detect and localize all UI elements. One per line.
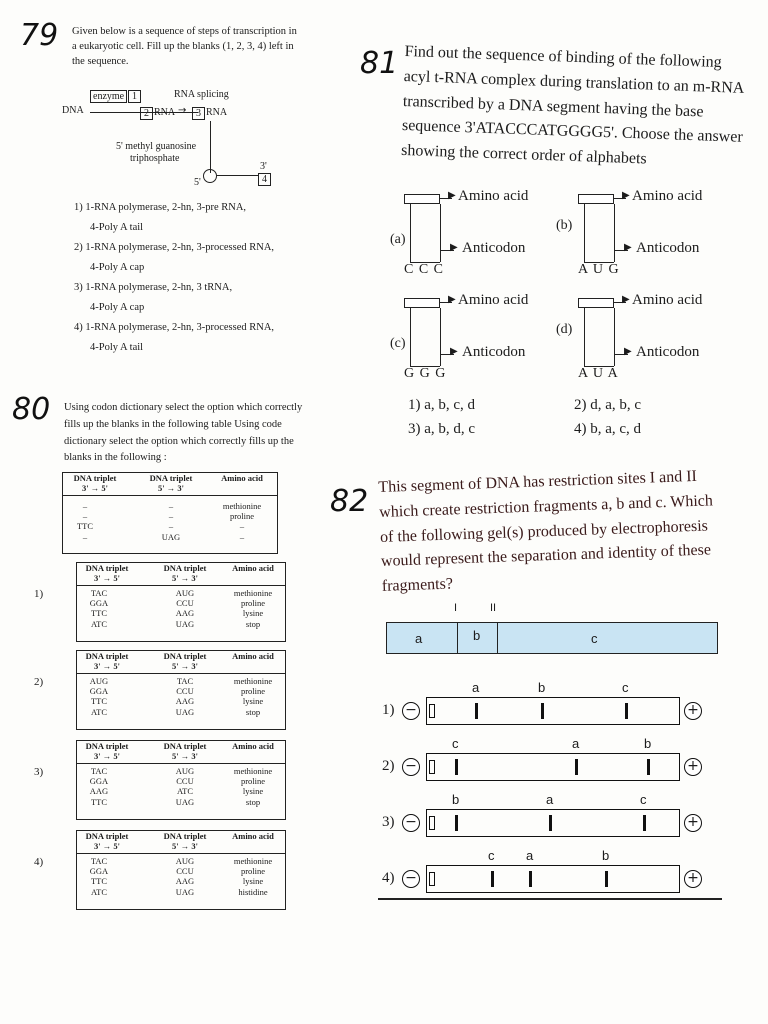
fragment-c-label: c [591,631,598,646]
site-2-divider [497,623,498,653]
col-2-cells: TAC CCU AAG UAG [175,676,195,717]
trna-label-c: (c) [390,336,406,351]
header: DNA triplet [163,651,207,661]
band-2-label: a [526,848,534,863]
gel-option-number: 2) [382,758,395,774]
header: Amino acid [232,651,274,661]
header: 5' → 3' [172,573,198,584]
header: Amino acid [232,741,274,751]
band-2 [529,871,532,887]
question-79-number: 79 [20,18,59,53]
header: DNA triplet [163,741,207,751]
band-3 [625,703,628,719]
gel-lane [426,865,680,893]
anticodon-bases: C C C [404,262,445,277]
band-2-label: a [546,792,554,807]
anticodon-label: Anticodon [462,344,526,360]
plus-electrode-icon: + [684,702,702,720]
amino-acid-label: Amino acid [458,188,529,204]
header: 3' → 5' [94,573,120,584]
header-col-3 [223,651,283,673]
dna-label: DNA [62,105,84,116]
header: 3' → 5' [82,483,108,494]
triphosphate-label: triphosphate [130,153,180,164]
header-col-1 [65,473,125,495]
arrow-icon: ▶ [450,242,458,253]
header-rule [63,495,277,496]
dna-segment [386,600,718,660]
enzyme-label: enzyme [93,91,125,102]
header-rule [77,673,285,674]
col-3-cells: methionine proline lysine histidine [233,856,273,897]
header-rule [77,763,285,764]
option-text: 2) 1-RNA polymerase, 2-hn, 3-processed RNA, [74,241,275,253]
band-2 [549,815,552,831]
band-1 [455,815,458,831]
col-3-cells: methionine proline lysine stop [233,676,273,717]
anticodon-label: Anticodon [462,240,526,256]
trna-left-arm [410,204,411,262]
gel-lane [426,809,680,837]
anticodon-bases: G G G [404,366,447,381]
band-1-label: c [488,848,495,863]
header: DNA triplet [85,651,129,661]
header: DNA triplet [85,741,129,751]
option-text: 3) 1-RNA polymerase, 2-hn, 3 tRNA, [74,281,233,293]
option-text: 1) 1-RNA polymerase, 2-hn, 3-pre RNA, [74,202,247,213]
band-1-label: b [452,792,460,807]
dna-bar [386,622,718,654]
arrow-icon: ▶ [448,294,456,305]
minus-electrode-icon: − [402,814,420,832]
fragment-a-label: a [415,631,423,646]
question-81-number: 81 [360,46,399,81]
trna-complex-b [578,188,758,280]
trna-label-a: (a) [390,232,406,247]
header: DNA triplet [163,831,207,841]
q81-answer-3[interactable]: 3) a, b, d, c [408,421,476,437]
gel-option-2[interactable] [378,736,718,784]
amino-acid-bar [578,194,614,204]
gel-lane [426,753,680,781]
option-text: 4) 1-RNA polymerase, 2-hn, 3-processed RNA, [74,321,275,333]
header: 3' → 5' [94,751,120,762]
site-2-label: II [490,602,497,614]
band-2-label: b [538,680,546,695]
band-1 [491,871,494,887]
trna-complex-d [578,292,758,384]
header-col-1 [79,651,135,673]
col-1-cells: TAC GGA TTC ATC [89,588,109,629]
col-3-cells: methionine proline lysine stop [233,588,273,629]
option-text: 4-Poly A cap [90,301,145,313]
header-col-2 [141,473,201,495]
col-3-cells: methionine proline lysine stop [233,766,273,807]
anticodon-label: Anticodon [636,344,700,360]
minus-electrode-icon: − [402,870,420,888]
header-col-3 [223,563,283,585]
cap-circle-icon [203,169,217,183]
col-2-cells: AUG CCU AAG UAG [175,588,195,629]
trna-right-arm [614,204,615,262]
site-1-label: I [454,602,458,614]
header-col-1 [79,563,135,585]
trna-complex-a [404,188,584,280]
q79-option-4[interactable] [74,318,314,358]
question-81-text: Find out the sequence of binding of the following acyl t-RNA complex during translation to an m-RNA transcribed by a DNA segment having the base sequence 3'ATACCCATGGGG5'. Choose the answer showing the correct order of alphabets [400,42,744,168]
col-3-cells: methionine proline – – [222,501,262,542]
q80-option-1-table[interactable] [76,562,286,642]
arrow-icon: ▶ [448,190,456,201]
band-2 [575,759,578,775]
arrow-icon: → [178,105,187,116]
three-prime-label: 3' [260,161,267,172]
header-rule [77,585,285,586]
amino-acid-label: Amino acid [632,292,703,308]
gel-lane [426,697,680,725]
q79-option-3[interactable] [74,278,314,318]
header-col-2 [153,563,217,585]
trna-left-arm [410,308,411,366]
col-1-cells: – – TTC – [76,501,94,542]
amino-acid-bar [404,298,440,308]
col-1-cells: TAC GGA AAG TTC [89,766,109,807]
question-79-text: Given below is a sequence of steps of transcription in a eukaryotic cell. Fill up the blanks (1, 2, 3, 4) left in the sequence. [72,26,297,68]
minus-electrode-icon: − [402,758,420,776]
gel-option-number: 3) [382,814,395,830]
option-text: 4-Poly A tail [90,221,144,233]
gel-option-4[interactable] [378,848,718,896]
band-1-label: c [452,736,459,751]
q80-option-number[interactable]: 1) [34,588,44,600]
band-3 [643,815,646,831]
header-col-2 [153,651,217,673]
blank-2-box: 2 [140,107,153,120]
header: DNA triplet [163,563,207,573]
site-1-divider [457,623,458,653]
amino-acid-bar [404,194,440,204]
q80-option-4-table[interactable] [76,830,286,910]
band-3-label: b [644,736,652,751]
plus-electrode-icon: + [684,758,702,776]
fragment-b-label: b [473,628,481,643]
header: 3' → 5' [94,841,120,852]
guanosine-label: 5' methyl guanosine [116,141,197,152]
q80-option-number[interactable]: 4) [34,856,44,868]
q79-option-1[interactable] [74,198,314,238]
trna-right-arm [440,308,441,366]
trna-right-arm [440,204,441,262]
plus-electrode-icon: + [684,814,702,832]
header-col-3 [223,741,283,763]
col-1-cells: TAC GGA TTC ATC [89,856,109,897]
codon-table [62,472,278,554]
vertical-line [210,121,211,173]
header-col-2 [153,831,217,853]
q80-option-number[interactable]: 3) [34,766,44,778]
header: DNA triplet [85,831,129,841]
q79-options [74,198,314,358]
blank-4-box: 4 [258,173,271,186]
arrow-icon: ▶ [624,242,632,253]
trna-right-arm [614,308,615,366]
q80-option-3-table[interactable] [76,740,286,820]
header: DNA triplet [73,473,117,483]
trna-label-b: (b) [556,218,573,233]
col-2-cells: AUG CCU ATC UAG [175,766,195,807]
header-col-3 [223,831,283,853]
header: 5' → 3' [172,841,198,852]
amino-acid-label: Amino acid [632,188,703,204]
rna-label-1: RNA [154,107,176,118]
header: 5' → 3' [158,483,184,494]
header: Amino acid [232,563,274,573]
header-col-2 [153,741,217,763]
header-col-1 [79,741,135,763]
well [429,704,435,718]
q80-option-2-table[interactable] [76,650,286,730]
amino-acid-label: Amino acid [458,292,529,308]
trna-label-d: (d) [556,322,573,337]
option-text: 4-Poly A cap [90,261,145,273]
q80-option-number[interactable]: 2) [34,676,44,688]
arrow-icon: ▶ [622,294,630,305]
col-2-cells: AUG CCU AAG UAG [175,856,195,897]
band-2 [541,703,544,719]
bottom-rule [378,898,722,900]
rna-label-2: RNA [206,107,228,118]
band-1-label: a [472,680,480,695]
splicing-label: RNA splicing [174,89,229,100]
blank-1-box: 1 [128,90,141,103]
amino-acid-bar [578,298,614,308]
header-col-1 [79,831,135,853]
trna-left-arm [584,204,585,262]
band-3 [647,759,650,775]
header: 5' → 3' [172,751,198,762]
question-82-text: This segment of DNA has restriction sites I and II which create restriction fragments a, b and c. Which of the following gel(s) produced by electrophoresis would represent the separation and identity of these fragments? [378,467,714,596]
header: Amino acid [221,473,263,483]
anticodon-label: Anticodon [636,240,700,256]
col-2-cells: – – – UAG [161,501,181,542]
gel-option-3[interactable] [378,792,718,840]
mrna-line [216,175,258,176]
band-1 [455,759,458,775]
header: Amino acid [232,831,274,841]
header: DNA triplet [149,473,193,483]
q81-answer-2[interactable]: 2) d, a, b, c [574,397,642,413]
five-prime-label: 5' [194,177,201,188]
option-text: 4-Poly A tail [90,341,144,353]
q81-answer-1[interactable]: 1) a, b, c, d [408,397,476,413]
well [429,872,435,886]
band-3 [605,871,608,887]
arrow-icon: ▶ [450,346,458,357]
q79-option-2[interactable] [74,238,314,278]
gel-option-number: 1) [382,702,395,718]
anticodon-bases: A U A [578,366,619,381]
anticodon-bases: A U G [578,262,620,277]
plus-electrode-icon: + [684,870,702,888]
transcription-diagram [60,85,300,195]
question-80-number: 80 [12,392,51,427]
header-rule [77,853,285,854]
trna-complex-c [404,292,584,384]
col-1-cells: AUG GGA TTC ATC [89,676,109,717]
header-col-3 [209,473,275,495]
well [429,760,435,774]
band-2-label: a [572,736,580,751]
question-82-number: 82 [330,484,369,519]
blank-3-box: 3 [192,107,205,120]
header: 3' → 5' [94,661,120,672]
header: 5' → 3' [172,661,198,672]
trna-left-arm [584,308,585,366]
gel-option-1[interactable] [378,680,718,728]
header: DNA triplet [85,563,129,573]
arrow-icon: ▶ [622,190,630,201]
enzyme-box [90,90,127,103]
minus-electrode-icon: − [402,702,420,720]
band-3-label: c [622,680,629,695]
arrow-icon: ▶ [624,346,632,357]
well [429,816,435,830]
question-80-text: Using codon dictionary select the option which correctly fills up the blanks in the following table Using code dictionary select the option which correctly fills up the blanks in the following : [64,402,303,464]
band-3-label: c [640,792,647,807]
q81-answer-4[interactable]: 4) b, a, c, d [574,421,642,437]
band-3-label: b [602,848,610,863]
gel-option-number: 4) [382,870,395,886]
band-1 [475,703,478,719]
